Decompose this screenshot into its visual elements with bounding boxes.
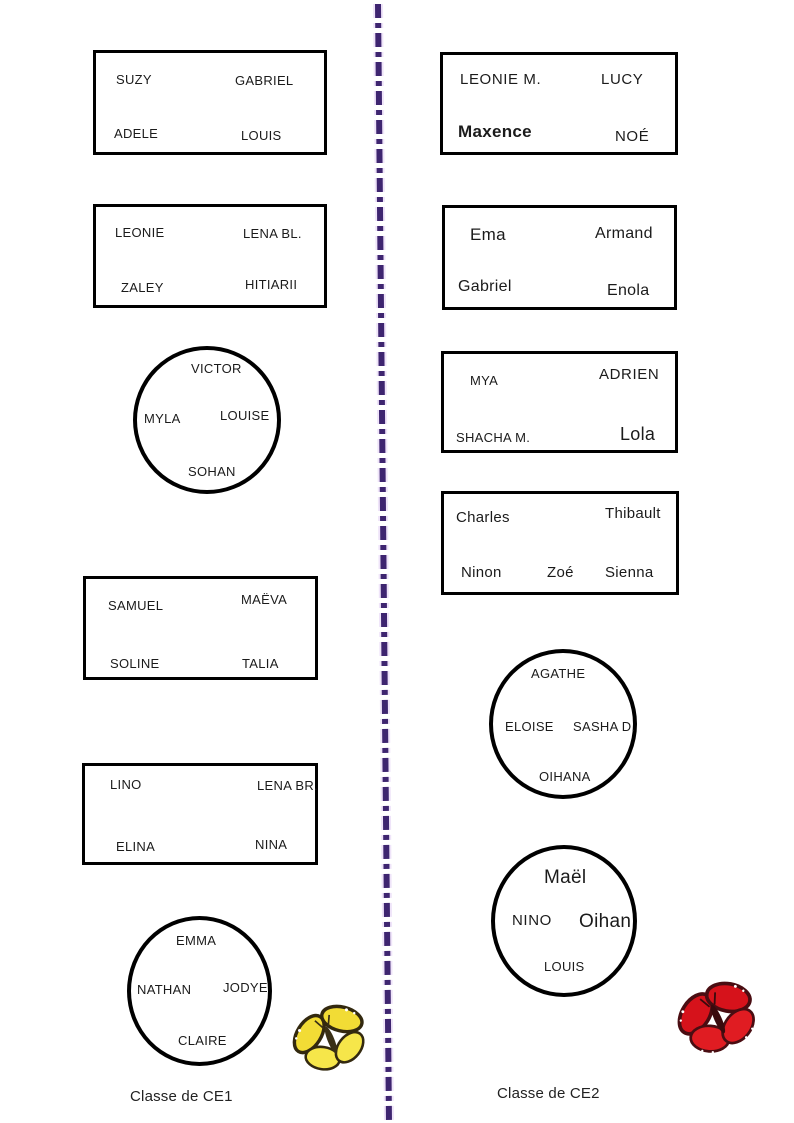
seat-name: Charles <box>456 509 510 526</box>
ce2-round-table-2 <box>491 845 637 997</box>
red-butterfly-icon <box>672 978 764 1060</box>
seat-name: Lola <box>620 424 656 444</box>
seat-name: LENA BR. <box>257 778 318 793</box>
seat-name: LUCY <box>601 71 644 88</box>
ce2-table-group-2 <box>442 205 677 310</box>
seat-name: NATHAN <box>137 982 192 997</box>
seat-name: SOHAN <box>188 464 236 479</box>
seat-name: EMMA <box>176 933 217 948</box>
seat-name: LEONIE <box>115 225 165 240</box>
seat-name: NINO <box>512 912 552 929</box>
ce2-table-group-3 <box>441 351 678 453</box>
seat-name: SAMUEL <box>108 598 164 613</box>
seat-name: MAËVA <box>241 592 288 607</box>
seat-name: ZALEY <box>121 280 164 295</box>
seat-name: Thibault <box>605 505 661 522</box>
seat-name: LOUIS <box>241 128 282 143</box>
seat-name: ELOISE <box>505 719 554 734</box>
ce1-table-group-1 <box>93 50 327 155</box>
seat-name: ADELE <box>114 126 159 141</box>
seat-name: JODYE <box>223 980 268 995</box>
seat-name: LOUIS <box>544 959 585 974</box>
ce1-table-group-3 <box>83 576 318 680</box>
seat-name: NINA <box>255 837 288 852</box>
seat-name: ELINA <box>116 839 156 854</box>
ce1-table-group-4 <box>82 763 318 865</box>
ce1-round-table-2 <box>127 916 272 1066</box>
ce2-class-label: Classe de CE2 <box>497 1085 600 1102</box>
seat-name: LINO <box>110 777 142 792</box>
seat-name: Maxence <box>458 122 532 141</box>
seat-name: SHACHA M. <box>456 430 531 445</box>
seat-name: SASHA D. <box>573 719 636 734</box>
seat-name: LENA BL. <box>243 226 302 241</box>
seat-name: VICTOR <box>191 361 242 376</box>
ce2-table-group-4 <box>441 491 679 595</box>
seat-name: GABRIEL <box>235 73 294 88</box>
seat-name: Zoé <box>547 564 574 581</box>
seat-name: OIHANA <box>539 769 591 784</box>
seat-name: SOLINE <box>110 656 160 671</box>
seat-name: MYLA <box>144 411 181 426</box>
seat-name: Enola <box>607 282 650 299</box>
seat-name: SUZY <box>116 72 152 87</box>
seat-name: LEONIE M. <box>460 71 542 88</box>
seat-name: Armand <box>595 225 653 242</box>
seat-name: Ninon <box>461 564 502 581</box>
seat-name: LOUISE <box>220 408 270 423</box>
seat-name: Sienna <box>605 564 654 581</box>
seat-name: Ema <box>470 225 506 244</box>
ce1-table-group-2 <box>93 204 327 308</box>
seat-name: NOÉ <box>615 128 650 145</box>
seat-name: TALIA <box>242 656 279 671</box>
ce2-round-table-1 <box>489 649 637 799</box>
ce2-table-group-1 <box>440 52 678 155</box>
seat-name: Maël <box>544 867 587 888</box>
ce1-round-table-1 <box>133 346 281 494</box>
seat-name: CLAIRE <box>178 1033 227 1048</box>
seat-name: Oihan <box>579 911 632 932</box>
seat-name: AGATHE <box>531 666 586 681</box>
ce1-class-label: Classe de CE1 <box>130 1088 233 1105</box>
yellow-butterfly-icon <box>288 999 374 1081</box>
seat-name: MYA <box>470 373 499 388</box>
seat-name: HITIARII <box>245 277 298 292</box>
seat-name: Gabriel <box>458 278 512 295</box>
seat-name: ADRIEN <box>599 366 660 383</box>
